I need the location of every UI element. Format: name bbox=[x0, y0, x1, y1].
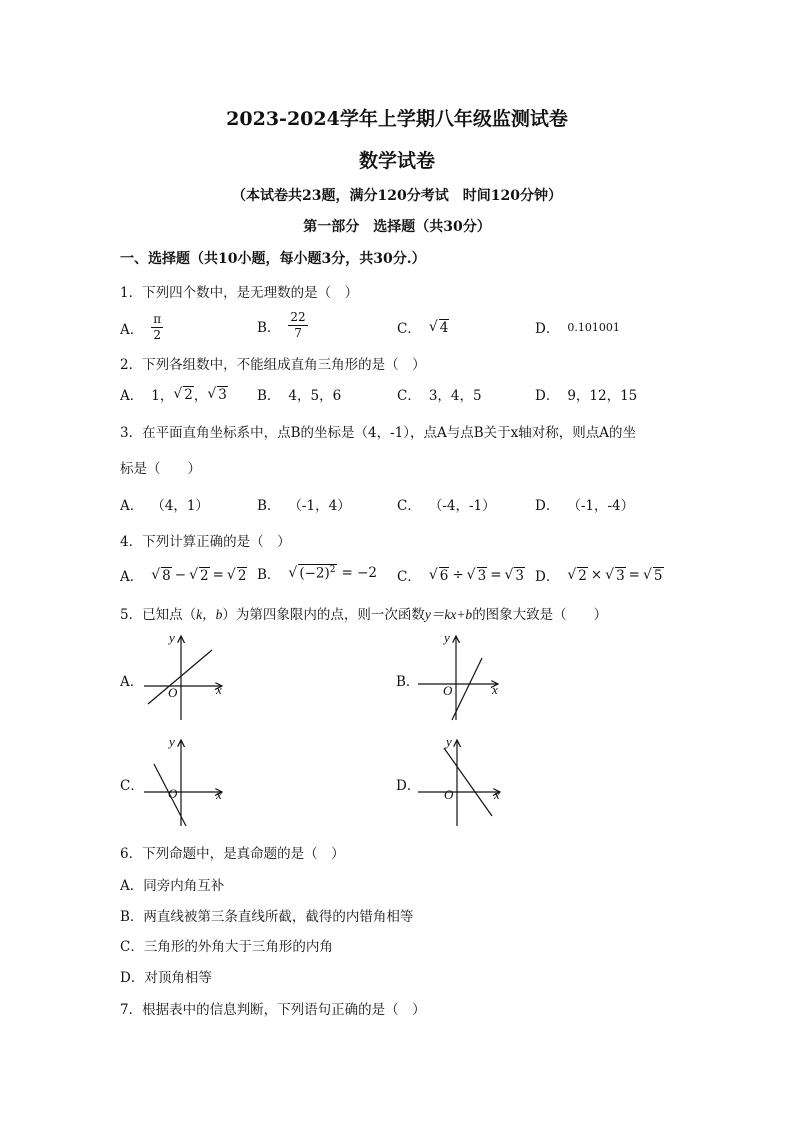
q4-option-b: B． √ $(-2)^2$ = −2 bbox=[257, 565, 378, 583]
option-label: B． bbox=[257, 498, 281, 514]
q1-option-a bbox=[120, 312, 163, 343]
q1-option-d: D． 0.101001 bbox=[535, 317, 620, 337]
q4-option-c: C． √ 6 ÷ √ 3 = √ 3 bbox=[397, 567, 525, 585]
q6-option-d: D．对顶角相等 bbox=[120, 970, 212, 986]
origin-label: O bbox=[168, 786, 178, 801]
q5-graph-d bbox=[414, 732, 514, 828]
option-label: B． bbox=[257, 388, 281, 404]
q6-option-c: C．三角形的外角大于三角形的内角 bbox=[120, 939, 333, 955]
question-1-stem: 1．下列四个数中，是无理数的是（ ） bbox=[120, 285, 359, 301]
function-line bbox=[444, 748, 492, 816]
q5-graph-a bbox=[140, 628, 240, 724]
q2-option-c: C． 3，4，5 bbox=[397, 384, 482, 404]
origin-label: O bbox=[444, 787, 454, 802]
y-axis-label: y bbox=[446, 734, 452, 749]
origin-label: O bbox=[168, 685, 178, 700]
option-label: C． bbox=[397, 498, 421, 514]
q3-option-a: A． （4，1） bbox=[120, 494, 209, 514]
option-label: A． bbox=[120, 321, 144, 338]
exam-subtitle: 数学试卷 bbox=[358, 150, 435, 172]
option-label: C． bbox=[397, 321, 421, 337]
question-4-stem: 4．下列计算正确的是（ ） bbox=[120, 534, 291, 550]
question-7-stem: 7．根据表中的信息判断，下列语句正确的是（ ） bbox=[120, 1002, 426, 1018]
q5-graph-c bbox=[140, 732, 240, 828]
q3-option-b: B． （-1，4） bbox=[257, 494, 351, 514]
option-label: A． bbox=[120, 498, 144, 514]
y-axis-label: y bbox=[169, 630, 175, 645]
option-label: A． bbox=[120, 569, 144, 585]
section-heading: 一、选择题（共10小题，每小题3分，共30分.） bbox=[120, 251, 426, 267]
option-label: B． bbox=[257, 567, 281, 583]
origin-label: O bbox=[443, 683, 453, 698]
q5-option-a-label: A． bbox=[120, 674, 144, 690]
question-3-stem-line2: 标是（ ） bbox=[120, 461, 201, 477]
fraction: $\frac{\pi}{2}$ bbox=[153, 312, 162, 342]
x-axis-label: x bbox=[494, 787, 500, 802]
q2-option-a: A． 1， √ 2 ， √ 3 bbox=[120, 386, 227, 404]
y-axis-label: y bbox=[444, 630, 450, 645]
q6-option-b: B．两直线被第三条直线所截，截得的内错角相等 bbox=[120, 909, 414, 925]
question-5-stem: 5．已知点（k，b）为第四象限内的点，则一次函数y＝kx+b的图象大致是（ ） bbox=[120, 607, 608, 623]
function-line bbox=[148, 650, 212, 704]
q1-option-b bbox=[257, 310, 308, 341]
x-axis-label: x bbox=[216, 682, 222, 697]
x-axis-label: x bbox=[492, 682, 498, 697]
question-3-stem-line1: 3．在平面直角坐标系中，点B的坐标是（4，-1），点A与点B关于x轴对称，则点A的坐 bbox=[120, 425, 637, 441]
x-axis-label: x bbox=[216, 787, 222, 802]
question-6-stem: 6．下列命题中，是真命题的是（ ） bbox=[120, 846, 345, 862]
exam-title: 2023-2024学年上学期八年级监测试卷 bbox=[226, 108, 568, 130]
option-label: A． bbox=[120, 388, 144, 404]
q4-option-d: D． √ 2 × √ 3 = √ 5 bbox=[535, 567, 663, 585]
q3-option-d: D． （-1，-4） bbox=[535, 494, 634, 514]
option-label: D． bbox=[535, 388, 560, 404]
option-label: B． bbox=[257, 319, 281, 336]
question-2-stem: 2．下列各组数中，不能组成直角三角形的是（ ） bbox=[120, 357, 426, 373]
option-label: D． bbox=[535, 321, 560, 337]
q4-option-a: A． √ 8 − √ 2 = √ 2 bbox=[120, 567, 247, 585]
fraction: $\frac{22}{7}$ bbox=[290, 310, 306, 340]
q5-option-c-label: C． bbox=[120, 778, 144, 794]
part-heading: 第一部分 选择题（共30分） bbox=[303, 219, 491, 235]
option-label: D． bbox=[535, 569, 560, 585]
y-axis-label: y bbox=[169, 734, 175, 749]
q5-graph-b bbox=[414, 628, 514, 724]
q6-option-a: A．同旁内角互补 bbox=[120, 878, 225, 894]
exam-note: （本试卷共23题，满分120分考试 时间120分钟） bbox=[232, 188, 562, 204]
q2-option-d: D． 9，12，15 bbox=[535, 384, 637, 404]
q1-option-c: C． √ 4 bbox=[397, 319, 449, 337]
option-label: C． bbox=[397, 569, 421, 585]
q3-option-c: C． （-4，-1） bbox=[397, 494, 496, 514]
option-label: D． bbox=[535, 498, 560, 514]
option-label: C． bbox=[397, 388, 421, 404]
q2-option-b: B． 4，5，6 bbox=[257, 384, 341, 404]
